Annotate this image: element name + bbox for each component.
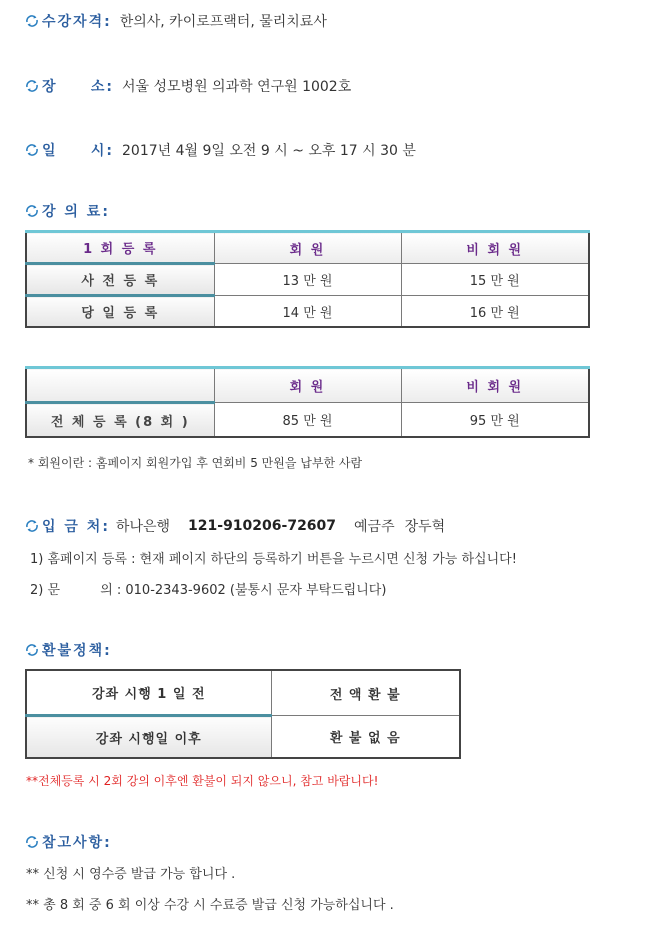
table-row bbox=[26, 670, 460, 716]
deposit-row bbox=[24, 516, 445, 536]
table-header-cell: 비 회 원 bbox=[401, 368, 589, 403]
fee-heading: 강 의 료: bbox=[24, 201, 110, 221]
note-item: ** 총 8 회 중 6 회 이상 수강 시 수료증 발급 신청 가능하십니다 . bbox=[26, 898, 394, 913]
note-item: ** 신청 시 영수증 발급 가능 합니다 . bbox=[26, 867, 236, 882]
refresh-icon bbox=[24, 78, 40, 94]
row-label: 전 체 등 록 (8 회 ) bbox=[26, 403, 214, 438]
refund-condition: 강좌 시행 1 일 전 bbox=[26, 670, 271, 716]
row-label: 당 일 등 록 bbox=[26, 296, 214, 328]
membership-note: * 회원이란 : 홈페이지 회원가입 후 연회비 5 만원을 납부한 사람 bbox=[28, 456, 363, 470]
table-header-cell: 회 원 bbox=[214, 232, 401, 264]
contact-value: 의 : 010-2343-9602 (불통시 문자 부탁드립니다) bbox=[100, 583, 387, 598]
refund-warning: **전체등록 시 2회 강의 이후엔 환불이 되지 않으니, 참고 바랍니다! bbox=[26, 774, 379, 788]
holder-name: 장두혁 bbox=[404, 519, 446, 535]
non-member-price: 16 만 원 bbox=[401, 296, 589, 328]
refresh-icon bbox=[24, 142, 40, 158]
non-member-price: 95 만 원 bbox=[401, 403, 589, 438]
refund-table bbox=[25, 669, 461, 759]
refresh-icon bbox=[24, 518, 40, 534]
fee-table-full bbox=[25, 366, 590, 438]
date-label: 일 시: bbox=[42, 143, 114, 159]
bank-name: 하나은행 bbox=[115, 519, 171, 535]
date-value: 2017년 4월 9일 오전 9 시 ~ 오후 17 시 30 분 bbox=[122, 143, 416, 159]
refresh-icon bbox=[24, 13, 40, 29]
place-value: 서울 성모병원 의과학 연구원 1002호 bbox=[122, 79, 352, 95]
table-row bbox=[26, 264, 589, 296]
table-header-cell: 1 회 등 록 bbox=[26, 232, 214, 264]
register-instruction: 1) 홈페이지 등록 : 현재 페이지 하단의 등록하기 버튼을 누르시면 신청 가능 하십니다! bbox=[30, 552, 517, 567]
qualification-value: 한의사, 카이로프랙터, 물리치료사 bbox=[119, 14, 327, 30]
table-header-row bbox=[26, 232, 589, 264]
non-member-price: 15 만 원 bbox=[401, 264, 589, 296]
refresh-icon bbox=[24, 203, 40, 219]
notes-heading: 참고사항: bbox=[24, 832, 112, 852]
table-header-cell: 비 회 원 bbox=[401, 232, 589, 264]
member-price: 85 만 원 bbox=[214, 403, 401, 438]
table-header-cell: 회 원 bbox=[214, 368, 401, 403]
place-row bbox=[24, 76, 351, 96]
refund-condition: 강좌 시행일 이후 bbox=[26, 716, 271, 759]
member-price: 13 만 원 bbox=[214, 264, 401, 296]
refund-policy: 환 불 없 음 bbox=[271, 716, 460, 759]
row-label: 사 전 등 록 bbox=[26, 264, 214, 296]
contact-label: 2) 문 bbox=[30, 583, 61, 598]
table-row bbox=[26, 716, 460, 759]
table-row bbox=[26, 403, 589, 438]
place-label: 장 소: bbox=[42, 79, 114, 95]
refresh-icon bbox=[24, 834, 40, 850]
refresh-icon bbox=[24, 642, 40, 658]
table-row bbox=[26, 296, 589, 328]
deposit-label: 입 금 처: bbox=[42, 519, 110, 535]
member-price: 14 만 원 bbox=[214, 296, 401, 328]
refund-policy: 전 액 환 불 bbox=[271, 670, 460, 716]
holder-label: 예금주 bbox=[354, 519, 395, 535]
account-number: 121-910206-72607 bbox=[188, 518, 337, 534]
refund-heading: 환불정책: bbox=[24, 640, 112, 660]
table-header-row bbox=[26, 368, 589, 403]
contact-line bbox=[30, 579, 386, 598]
qualification-row bbox=[24, 11, 327, 31]
table-header-cell bbox=[26, 368, 214, 403]
date-row bbox=[24, 140, 416, 160]
fee-table-single bbox=[25, 230, 590, 328]
qualification-label: 수강자격: bbox=[42, 14, 112, 30]
